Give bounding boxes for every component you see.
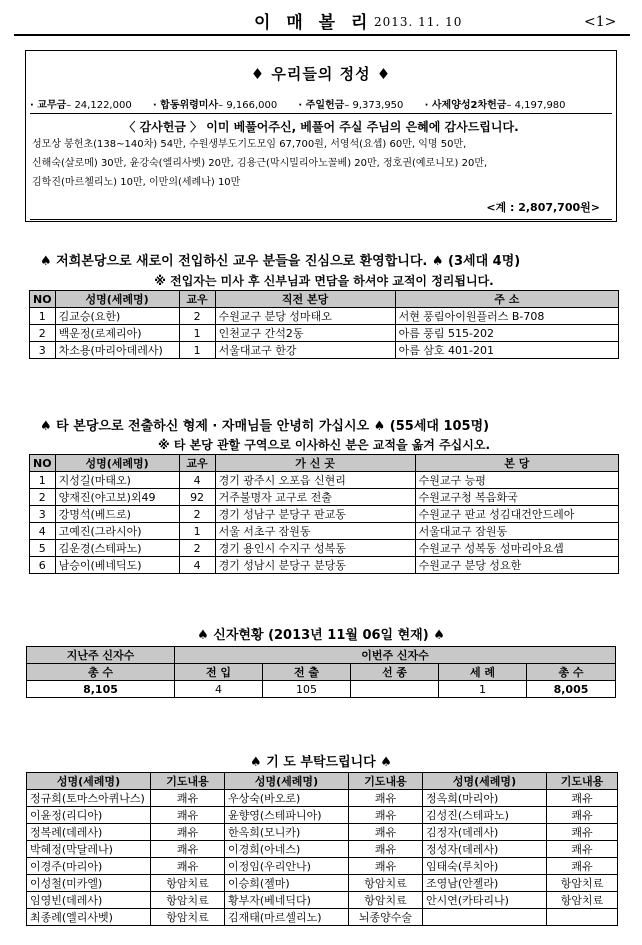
newcomers-note: ※ 전입자는 미사 후 신부님과 면담을 하셔야 교적이 정리됩니다.: [154, 274, 494, 288]
thanks-box: [30, 113, 612, 220]
table-row: [27, 858, 618, 875]
cell: 항암치료: [151, 892, 225, 909]
cell: 서울대교구 한강: [215, 342, 395, 359]
cell: 수원교구 판교 성김대건안드레아: [415, 506, 618, 523]
table-row: [27, 892, 618, 909]
prayer-table: [26, 772, 618, 926]
cell: 1: [179, 523, 215, 540]
cell: 8,105: [27, 681, 175, 698]
cell: 쾌유: [349, 841, 423, 858]
cell: 4: [30, 523, 56, 540]
table-row: [30, 308, 619, 325]
cell: 수원교구 성복동 성마리아요셉: [415, 540, 618, 557]
leavers-title: ♠ 타 본당으로 전출하신 형제 · 자매님들 안녕히 가십시오 ♠ (55세대 105명): [40, 419, 490, 434]
table-header-row: [30, 455, 619, 472]
table-row: [27, 681, 616, 698]
cell: 쾌유: [151, 824, 225, 841]
cell: 박혜정(막달레나): [27, 841, 151, 858]
cell: 쾌유: [151, 790, 225, 807]
cell: [351, 681, 439, 698]
thanks-title: 〈 감사헌금 〉 이미 베풀어주신, 베풀어 주실 주님의 은혜에 감사드립니다.: [123, 120, 519, 134]
cell: 2: [179, 506, 215, 523]
col-header: 기도내용: [547, 773, 618, 790]
cell: 쾌유: [349, 858, 423, 875]
table-header-row: [30, 291, 619, 308]
cell: 아름 삼호 401-201: [395, 342, 618, 359]
cell: 거주불명자 교구로 전출: [215, 489, 415, 506]
cell: 항암치료: [349, 892, 423, 909]
cell: 1: [30, 472, 56, 489]
believers-title: ♠ 신자현황 (2013년 11월 06일 현재) ♠: [197, 628, 445, 643]
table-header-row: [27, 647, 616, 664]
table-row: [30, 489, 619, 506]
cell: 서울대교구 잠원동: [415, 523, 618, 540]
donor-line: 신해숙(살로메) 30만, 윤강숙(엘리사벳) 20만, 김용근(막시밀리아노꼴베) 20만, 정호권(예로니모) 20만,: [32, 158, 488, 169]
cell: 5: [30, 540, 56, 557]
cell: 뇌종양수술: [349, 909, 423, 926]
newcomers-title: ♠ 저희본당으로 새로이 전입하신 교우 분들을 진심으로 환영합니다. ♠ (3세대 4명): [40, 254, 521, 269]
cell: 항암치료: [151, 875, 225, 892]
col-header: 성명(세례명): [55, 291, 179, 308]
col-header: 기도내용: [151, 773, 225, 790]
table-header-row: [27, 664, 616, 681]
col-header: 교우: [179, 291, 215, 308]
col-header: 선 종: [351, 664, 439, 681]
col-header: 성명(세례명): [27, 773, 151, 790]
table-row: [30, 342, 619, 359]
cell: 김성진(스테파노): [423, 807, 547, 824]
cell: 쾌유: [349, 790, 423, 807]
donor-list: [30, 135, 612, 192]
cell: 2: [30, 489, 56, 506]
cell: 3: [30, 506, 56, 523]
table-header-row: [27, 773, 618, 790]
cell: 정성자(데레사): [423, 841, 547, 858]
cell: 1: [30, 308, 56, 325]
offering-item: [153, 96, 277, 111]
cell: 강명석(베드로): [55, 506, 179, 523]
cell: 이정임(우리안나): [225, 858, 349, 875]
cell: 백운정(로제리아): [55, 325, 179, 342]
col-header: 세 례: [439, 664, 527, 681]
cell: 임태숙(루치아): [423, 858, 547, 875]
cell: 남승이(베네딕도): [55, 557, 179, 574]
table-row: [27, 909, 618, 926]
cell: 조영남(안젤라): [423, 875, 547, 892]
cell: 3: [30, 342, 56, 359]
col-header: 전 출: [263, 664, 351, 681]
table-row: [30, 472, 619, 489]
cell: 항암치료: [547, 875, 618, 892]
cell: 경기 성남시 분당구 분당동: [215, 557, 415, 574]
cell: 김교승(요한): [55, 308, 179, 325]
cell: 김운경(스테파노): [55, 540, 179, 557]
cell: 1: [179, 325, 215, 342]
offering-item: [425, 96, 566, 111]
table-row: [30, 506, 619, 523]
cell: 쾌유: [349, 807, 423, 824]
cell: 1: [439, 681, 527, 698]
cell: 최종례(엘리사벳): [27, 909, 151, 926]
newcomers-table: [29, 290, 619, 359]
cell: 쾌유: [349, 824, 423, 841]
leavers-note: ※ 타 본당 관할 구역으로 이사하신 분은 교적을 옮겨 주십시오.: [157, 438, 491, 452]
table-row: [30, 325, 619, 342]
thanks-total: <계 : 2,807,700원>: [486, 201, 600, 214]
cell: 경기 용인시 수지구 성복동: [215, 540, 415, 557]
cell: 쾌유: [547, 824, 618, 841]
table-row: [27, 790, 618, 807]
col-header: NO: [30, 455, 56, 472]
cell: 쾌유: [547, 807, 618, 824]
cell: 황부자(베네딕다): [225, 892, 349, 909]
col-header: 총 수: [527, 664, 616, 681]
offering-title: ♦ 우리들의 정성 ♦: [250, 65, 392, 83]
cell: 2: [179, 540, 215, 557]
cell: 경기 광주시 오포읍 신현리: [215, 472, 415, 489]
cell: 정규희(토마스아퀴나스): [27, 790, 151, 807]
offering-label: · 교무금: [30, 100, 67, 111]
cell: 이윤정(리디아): [27, 807, 151, 824]
cell: 항암치료: [151, 909, 225, 926]
cell: 쾌유: [547, 858, 618, 875]
donor-line: 김학진(마르첼리노) 10만, 이만의(세례나) 10만: [32, 177, 241, 188]
cell: 서울 서초구 잠원동: [215, 523, 415, 540]
offering-item: [298, 96, 403, 111]
cell: 경기 성남구 분당구 판교동: [215, 506, 415, 523]
cell: 쾌유: [547, 841, 618, 858]
cell: 6: [30, 557, 56, 574]
cell: 쾌유: [151, 841, 225, 858]
cell: 이경주(마리아): [27, 858, 151, 875]
cell: 1: [179, 342, 215, 359]
cell: 쾌유: [151, 807, 225, 824]
cell: 수원교구 분당 성요한: [415, 557, 618, 574]
cell: 지성길(마태오): [55, 472, 179, 489]
cell: 아름 풍림 515-202: [395, 325, 618, 342]
cell: 4: [175, 681, 263, 698]
cell: 서현 풍림아이원플러스 B-708: [395, 308, 618, 325]
col-header: 총 수: [27, 664, 175, 681]
cell: 정옥희(마리아): [423, 790, 547, 807]
cell: 수원교구 분당 성마태오: [215, 308, 395, 325]
cell: 이승희(젤마): [225, 875, 349, 892]
cell: [547, 909, 618, 926]
cell: 안시연(카타리나): [423, 892, 547, 909]
cell: 2: [179, 308, 215, 325]
cell: 이성철(미카엘): [27, 875, 151, 892]
table-row: [27, 841, 618, 858]
offering-label: · 사제양성2차헌금: [424, 100, 507, 111]
cell: 항암치료: [547, 892, 618, 909]
col-header: 직전 본당: [215, 291, 395, 308]
col-header: 전 입: [175, 664, 263, 681]
offering-value: – 9,166,000: [218, 100, 278, 111]
cell: [423, 909, 547, 926]
table-row: [27, 824, 618, 841]
table-row: [27, 807, 618, 824]
cell: 8,005: [527, 681, 616, 698]
cell: 92: [179, 489, 215, 506]
cell: 이경희(아네스): [225, 841, 349, 858]
col-header: 가 신 곳: [215, 455, 415, 472]
cell: 임영빈(데레사): [27, 892, 151, 909]
offering-item: [30, 96, 132, 111]
this-week-header: 이번주 신자수: [175, 647, 616, 664]
cell: 김재태(마르셀리노): [225, 909, 349, 926]
cell: 수원교구청 복음화국: [415, 489, 618, 506]
cell: 쾌유: [547, 790, 618, 807]
cell: 차소용(마리아데레사): [55, 342, 179, 359]
offering-label: · 주일헌금: [298, 100, 345, 111]
page-number: <1>: [584, 14, 617, 30]
offering-value: – 4,197,980: [506, 100, 566, 111]
offering-sums: [30, 96, 614, 111]
cell: 105: [263, 681, 351, 698]
col-header: 본 당: [415, 455, 618, 472]
prayer-title: ♠ 기 도 부탁드립니다 ♠: [250, 755, 392, 770]
cell: 정복례(데레사): [27, 824, 151, 841]
bulletin-date: 2013. 11. 10: [374, 15, 463, 29]
cell: 수원교구 능평: [415, 472, 618, 489]
table-row: [30, 540, 619, 557]
cell: 4: [179, 472, 215, 489]
cell: 4: [179, 557, 215, 574]
table-row: [30, 557, 619, 574]
cell: 인천교구 간석2동: [215, 325, 395, 342]
cell: 쾌유: [151, 858, 225, 875]
col-header: 주 소: [395, 291, 618, 308]
col-header: 성명(세례명): [55, 455, 179, 472]
table-row: [27, 875, 618, 892]
offering-label: · 합동위령미사: [152, 100, 219, 111]
offering-box: [25, 50, 617, 222]
col-header: NO: [30, 291, 56, 308]
donor-line: 성모상 봉헌초(138~140차) 54만, 수원생부도기도모임 67,700원, 서영석(요셉) 60만, 익명 50만,: [32, 139, 467, 150]
offering-value: – 24,122,000: [66, 100, 132, 111]
prev-week-header: 지난주 신자수: [27, 647, 175, 664]
cell: 김정자(데레사): [423, 824, 547, 841]
believers-table: [26, 646, 616, 698]
cell: 한옥희(모니카): [225, 824, 349, 841]
bulletin-header: [14, 6, 630, 36]
offering-value: – 9,373,950: [344, 100, 404, 111]
cell: 고예진(그라시아): [55, 523, 179, 540]
cell: 양재진(야고보)외49: [55, 489, 179, 506]
col-header: 성명(세례명): [225, 773, 349, 790]
col-header: 교우: [179, 455, 215, 472]
bulletin-title: 이 매 볼 리: [254, 13, 373, 33]
col-header: 성명(세례명): [423, 773, 547, 790]
col-header: 기도내용: [349, 773, 423, 790]
leavers-table: [29, 454, 619, 574]
table-row: [30, 523, 619, 540]
cell: 우상숙(바오로): [225, 790, 349, 807]
cell: 윤향영(스테파니아): [225, 807, 349, 824]
cell: 2: [30, 325, 56, 342]
cell: 항암치료: [349, 875, 423, 892]
